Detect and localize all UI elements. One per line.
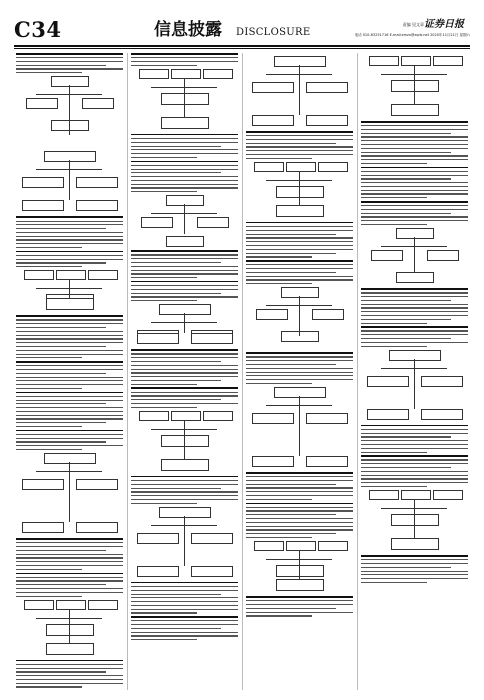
diagram-node xyxy=(396,272,434,283)
diagram-node xyxy=(433,56,463,66)
diagram-connector xyxy=(266,559,332,560)
diagram-node xyxy=(252,115,294,126)
diagram-connector xyxy=(414,499,415,539)
diagram-node xyxy=(318,162,348,172)
diagram-connector xyxy=(299,296,300,336)
ownership-structure-diagram xyxy=(246,162,353,217)
column-divider xyxy=(242,53,243,690)
diagram-node xyxy=(171,69,201,79)
diagram-connector xyxy=(36,169,102,170)
diagram-node xyxy=(137,533,179,544)
diagram-node xyxy=(203,411,233,421)
text-paragraph xyxy=(131,134,238,158)
diagram-node xyxy=(391,538,439,550)
diagram-node xyxy=(137,566,179,577)
ownership-structure-diagram xyxy=(246,541,353,591)
diagram-node xyxy=(256,309,288,320)
text-paragraph xyxy=(16,315,123,358)
diagram-node xyxy=(22,522,64,533)
diagram-node xyxy=(44,453,96,464)
ownership-structure-diagram xyxy=(16,270,123,310)
paper-logo: 证券日报 xyxy=(424,19,464,30)
ownership-structure-diagram xyxy=(131,304,238,344)
diagram-node xyxy=(22,200,64,211)
diagram-node xyxy=(191,566,233,577)
text-paragraph xyxy=(131,387,238,407)
diagram-node xyxy=(88,270,118,280)
diagram-node xyxy=(306,456,348,467)
diagram-node xyxy=(276,579,324,591)
diagram-node xyxy=(46,643,94,655)
text-paragraph xyxy=(361,555,468,583)
diagram-connector xyxy=(381,246,447,247)
text-paragraph xyxy=(361,121,468,164)
text-paragraph xyxy=(361,201,468,225)
diagram-connector xyxy=(184,204,185,234)
diagram-node xyxy=(171,411,201,421)
diagram-connector xyxy=(69,609,70,644)
diagram-node xyxy=(191,333,233,344)
diagram-node xyxy=(306,115,348,126)
diagram-connector xyxy=(266,405,332,406)
ownership-structure-diagram xyxy=(361,56,468,116)
diagram-node xyxy=(24,270,54,280)
diagram-node xyxy=(22,479,64,490)
diagram-node xyxy=(369,490,399,500)
text-paragraph xyxy=(361,455,468,487)
diagram-node xyxy=(367,409,409,420)
diagram-connector xyxy=(414,237,415,272)
diagram-connector xyxy=(184,313,185,333)
diagram-node xyxy=(161,117,209,129)
diagram-connector xyxy=(151,525,217,526)
diagram-connector xyxy=(184,78,185,118)
page-number: C34 xyxy=(14,17,62,42)
ownership-structure-diagram xyxy=(246,56,353,126)
diagram-node xyxy=(161,435,209,447)
diagram-node xyxy=(76,177,118,188)
diagram-node xyxy=(276,186,324,198)
ownership-structure-diagram xyxy=(246,387,353,467)
diagram-node xyxy=(44,151,96,162)
diagram-node xyxy=(421,409,463,420)
text-paragraph xyxy=(131,53,238,66)
text-paragraph xyxy=(16,361,123,389)
diagram-node xyxy=(369,56,399,66)
diagram-connector xyxy=(299,171,300,206)
diagram-connector xyxy=(414,65,415,105)
text-paragraph xyxy=(131,616,238,640)
ownership-structure-diagram xyxy=(361,490,468,550)
diagram-node xyxy=(391,80,439,92)
text-paragraph xyxy=(16,53,123,73)
diagram-connector xyxy=(381,74,447,75)
diagram-node xyxy=(22,177,64,188)
diagram-node xyxy=(76,200,118,211)
text-paragraph xyxy=(16,660,123,688)
text-column-2 xyxy=(131,53,238,690)
diagram-node xyxy=(254,541,284,551)
diagram-node xyxy=(191,533,233,544)
diagram-connector xyxy=(36,288,102,289)
text-paragraph xyxy=(246,222,353,258)
diagram-node xyxy=(421,376,463,387)
text-paragraph xyxy=(16,573,123,597)
diagram-node xyxy=(82,98,114,109)
diagram-node xyxy=(197,217,229,228)
text-paragraph xyxy=(16,216,123,248)
diagram-connector xyxy=(151,429,217,430)
diagram-node xyxy=(306,82,348,93)
ownership-structure-diagram xyxy=(131,411,238,471)
text-paragraph xyxy=(246,472,353,500)
diagram-connector xyxy=(381,508,447,509)
diagram-connector xyxy=(151,87,217,88)
text-paragraph xyxy=(131,476,238,504)
diagram-node xyxy=(252,82,294,93)
diagram-node xyxy=(203,69,233,79)
text-paragraph xyxy=(16,430,123,450)
masthead-rule xyxy=(14,45,470,47)
diagram-node xyxy=(396,228,434,239)
text-paragraph xyxy=(131,161,238,193)
diagram-node xyxy=(252,413,294,424)
diagram-node xyxy=(141,217,173,228)
diagram-node xyxy=(137,333,179,344)
ownership-structure-diagram xyxy=(131,195,238,245)
text-paragraph xyxy=(16,538,123,570)
diagram-node xyxy=(274,56,326,67)
text-paragraph xyxy=(131,250,238,278)
text-column-4 xyxy=(361,53,468,690)
diagram-node xyxy=(46,624,94,636)
text-paragraph xyxy=(131,349,238,385)
section-title: 信息披露 xyxy=(154,20,222,40)
diagram-node xyxy=(401,56,431,66)
diagram-node xyxy=(159,507,211,518)
diagram-connector xyxy=(266,74,332,75)
ownership-structure-diagram xyxy=(361,350,468,420)
text-paragraph xyxy=(16,392,123,428)
diagram-node xyxy=(274,387,326,398)
contact-line: 电话 010-83251716 E-mail:zmzx@zqrb.net 2020年11月21日 星期六 xyxy=(354,33,470,37)
diagram-node xyxy=(312,309,344,320)
diagram-node xyxy=(391,514,439,526)
diagram-connector xyxy=(151,322,217,323)
diagram-node xyxy=(24,600,54,610)
diagram-node xyxy=(139,69,169,79)
ownership-structure-diagram xyxy=(16,600,123,655)
column-divider xyxy=(357,53,358,690)
text-column-1 xyxy=(16,53,123,690)
diagram-connector xyxy=(266,305,332,306)
diagram-node xyxy=(51,120,89,131)
diagram-node xyxy=(286,541,316,551)
section-title-en: DISCLOSURE xyxy=(236,27,311,38)
diagram-node xyxy=(389,350,441,361)
diagram-connector xyxy=(414,359,415,409)
ownership-structure-diagram xyxy=(131,69,238,129)
diagram-connector xyxy=(36,471,102,472)
ownership-structure-diagram xyxy=(361,228,468,283)
diagram-connector xyxy=(69,279,70,299)
diagram-node xyxy=(161,459,209,471)
diagram-node xyxy=(318,541,348,551)
diagram-node xyxy=(367,376,409,387)
diagram-connector xyxy=(184,420,185,460)
diagram-node xyxy=(56,270,86,280)
diagram-node xyxy=(159,304,211,315)
text-paragraph xyxy=(361,425,468,453)
diagram-node xyxy=(306,413,348,424)
diagram-connector xyxy=(299,550,300,580)
diagram-node xyxy=(391,104,439,116)
diagram-node xyxy=(276,205,324,217)
diagram-node xyxy=(166,195,204,206)
diagram-connector xyxy=(69,85,70,135)
diagram-node xyxy=(76,479,118,490)
diagram-connector xyxy=(381,368,447,369)
diagram-node xyxy=(281,287,319,298)
diagram-connector xyxy=(266,180,332,181)
editor-line: 责编 见文章 xyxy=(402,22,424,27)
text-paragraph xyxy=(246,596,353,616)
text-paragraph xyxy=(246,260,353,284)
text-paragraph xyxy=(131,281,238,301)
text-paragraph xyxy=(361,288,468,324)
diagram-connector xyxy=(36,618,102,619)
masthead xyxy=(14,18,470,44)
diagram-node xyxy=(161,93,209,105)
ownership-structure-diagram xyxy=(246,287,353,347)
diagram-node xyxy=(51,76,89,87)
diagram-node xyxy=(252,456,294,467)
diagram-node xyxy=(88,600,118,610)
diagram-node xyxy=(281,331,319,342)
diagram-node xyxy=(26,98,58,109)
ownership-structure-diagram xyxy=(16,453,123,533)
diagram-node xyxy=(286,162,316,172)
diagram-connector xyxy=(184,516,185,566)
diagram-connector xyxy=(299,65,300,115)
diagram-node xyxy=(46,298,94,310)
text-column-3 xyxy=(246,53,353,690)
diagram-connector xyxy=(69,160,70,200)
diagram-node xyxy=(139,411,169,421)
diagram-node xyxy=(427,250,459,261)
diagram-node xyxy=(254,162,284,172)
text-paragraph xyxy=(361,167,468,199)
column-divider xyxy=(127,53,128,690)
text-paragraph xyxy=(246,352,353,384)
diagram-node xyxy=(433,490,463,500)
text-paragraph xyxy=(16,251,123,268)
text-paragraph xyxy=(246,131,353,159)
text-paragraph xyxy=(361,326,468,346)
diagram-node xyxy=(401,490,431,500)
diagram-connector xyxy=(36,94,102,95)
ownership-structure-diagram xyxy=(16,151,123,211)
diagram-node xyxy=(76,522,118,533)
diagram-node xyxy=(166,236,204,247)
ownership-structure-diagram xyxy=(16,76,123,146)
text-paragraph xyxy=(246,503,353,539)
diagram-node xyxy=(56,600,86,610)
diagram-node xyxy=(276,565,324,577)
text-paragraph xyxy=(131,582,238,614)
masthead-rule-thin xyxy=(14,48,470,49)
diagram-node xyxy=(371,250,403,261)
diagram-connector xyxy=(151,213,217,214)
ownership-structure-diagram xyxy=(131,507,238,577)
